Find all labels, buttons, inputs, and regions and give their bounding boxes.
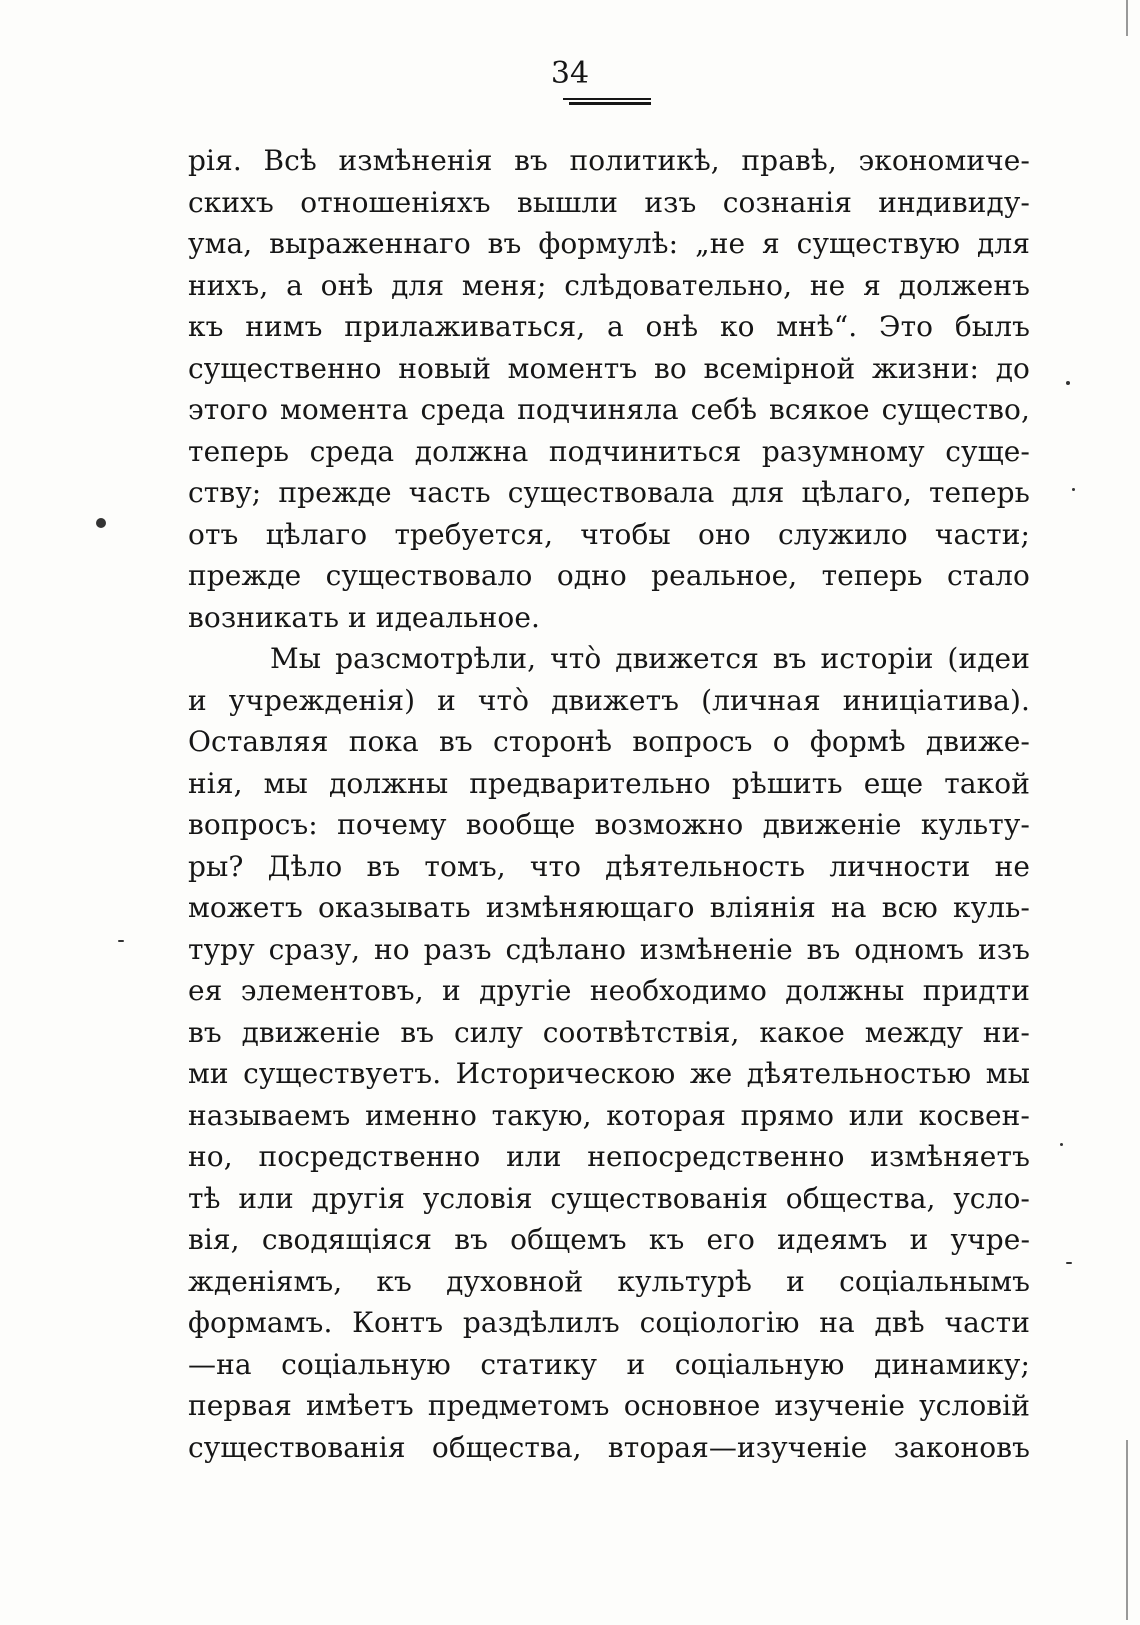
text-line: можетъ оказывать измѣняющаго вліянія на всю куль- [188, 891, 1030, 924]
scan-speck [1066, 381, 1070, 385]
text-line: Оставляя пока въ сторонѣ вопросъ о формѣ движе- [188, 725, 1030, 758]
text-line: скихъ отношеніяхъ вышли изъ сознанія индивиду- [188, 185, 1030, 219]
text-line: туру сразу, но разъ сдѣлано измѣненіе въ одномъ изъ [188, 932, 1030, 966]
scan-speck [96, 518, 106, 528]
text-line: ству; прежде часть существовала для цѣлаго, теперь [188, 476, 1030, 509]
text-line: ми существуетъ. Историческою же дѣятельностью мы [188, 1057, 1030, 1090]
text-line: но, посредственно или непосредственно измѣняетъ [188, 1140, 1030, 1173]
page-number-rule [563, 98, 651, 104]
page-binding-edge [1126, 0, 1128, 36]
page-binding-edge [1126, 1440, 1128, 1620]
text-line: формамъ. Контъ раздѣлилъ соціологію на двѣ части [188, 1306, 1030, 1339]
text-line: рія. Всѣ измѣненія въ политикѣ, правѣ, экономиче- [188, 144, 1030, 177]
text-line: и учрежденія) и что̀ движетъ (личная иниціатива). [188, 683, 1030, 717]
text-line: нихъ, а онѣ для меня; слѣдовательно, не я долженъ [188, 268, 1030, 302]
text-line: существенно новый моментъ во всемірной жизни: до [188, 351, 1030, 385]
text-line: вія, сводящіяся въ общемъ къ его идеямъ и учре- [188, 1223, 1030, 1256]
text-line: нія, мы должны предварительно рѣшить еще такой [188, 766, 1030, 800]
text-line: прежде существовало одно реальное, теперь стало [188, 559, 1030, 592]
text-line: ума, выраженнаго въ формулѣ: „не я существую для [188, 227, 1030, 260]
text-line: называемъ именно такую, которая прямо или косвен- [188, 1098, 1030, 1132]
text-line: вопросъ: почему вообще возможно движеніе культу- [188, 808, 1030, 841]
text-line: въ движеніе въ силу соотвѣтствія, какое между ни- [188, 1015, 1030, 1049]
text-line: тѣ или другія условія существованія общества, усло- [188, 1181, 1030, 1215]
scan-speck [1072, 488, 1075, 491]
text-line: существованія общества, вторая—изученіе законовъ [188, 1430, 1030, 1464]
scan-speck [1060, 1143, 1063, 1146]
text-line: ры? Дѣло въ томъ, что дѣятельность личности не [188, 849, 1030, 883]
text-line: жденіямъ, къ духовной культурѣ и соціальнымъ [188, 1264, 1030, 1298]
text-body [188, 140, 1030, 1468]
scan-speck [1066, 1262, 1072, 1264]
page-number: 34 [550, 56, 590, 91]
text-line: этого момента среда подчиняла себѣ всякое существо, [188, 393, 1030, 426]
text-line: ея элементовъ, и другіе необходимо должны придти [188, 974, 1030, 1007]
text-line: теперь среда должна подчиниться разумному суще- [188, 434, 1030, 468]
scan-speck [118, 940, 124, 942]
text-line: возникать и идеальное. [188, 600, 540, 634]
text-line: къ нимъ прилаживаться, а онѣ ко мнѣ“. Это былъ [188, 310, 1030, 343]
text-line: первая имѣетъ предметомъ основное изученіе условій [188, 1389, 1030, 1422]
text-line-paragraph-start: Мы разсмотрѣли, что̀ движется въ исторіи (идеи [270, 642, 1030, 675]
text-line: —на соціальную статику и соціальную динамику; [188, 1347, 1030, 1381]
text-line: отъ цѣлаго требуется, чтобы оно служило части; [188, 517, 1030, 551]
